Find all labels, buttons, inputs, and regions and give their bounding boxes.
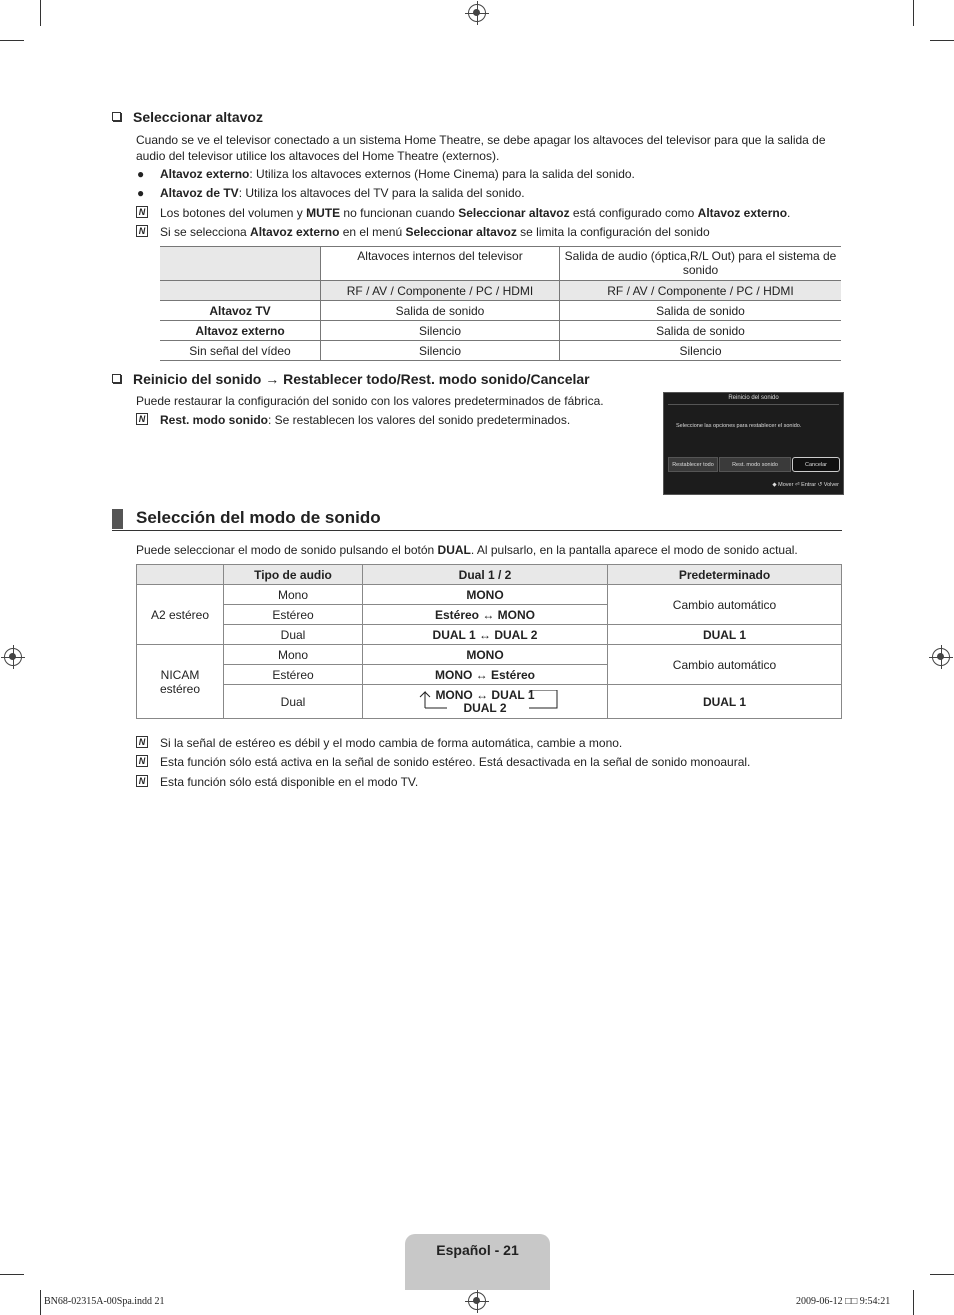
divider (668, 404, 839, 405)
note-text: está configurado como (569, 206, 698, 220)
table-cell: DUAL 1 (608, 625, 842, 645)
table-row-label: Altavoz externo (160, 321, 321, 341)
table-header: Tipo de audio (224, 565, 363, 585)
dialog-title: Reinicio del sonido (728, 395, 779, 401)
crop-mark (0, 40, 24, 41)
page-section-title: Selección del modo de sonido (136, 508, 381, 527)
tv-screen-reset-dialog (663, 392, 844, 495)
crop-mark (913, 0, 914, 26)
sound-mode-table (136, 564, 842, 719)
intro-text: Puede seleccionar el modo de sonido pulsando el botón (136, 543, 438, 557)
checkbox-icon (112, 112, 121, 121)
registration-mark-icon (932, 648, 950, 666)
table-header: Predeterminado (608, 565, 842, 585)
checkbox-icon (112, 374, 121, 383)
note-icon: N (136, 225, 148, 237)
note-icon: N (136, 775, 148, 787)
restablecer-todo-button[interactable]: Restablecer todo (668, 457, 718, 472)
note-icon: N (136, 755, 148, 767)
table-cell: DUAL 1 (608, 685, 842, 719)
bullet-item (137, 166, 635, 182)
cycle-line: DUAL 2 (463, 700, 507, 715)
table-cell: MONO (363, 585, 608, 605)
table-row-label: Sin señal del vídeo (160, 341, 321, 361)
dialog-message: Seleccione las opciones para restablecer el sonido. (676, 423, 802, 429)
note-icon: N (136, 413, 148, 425)
table-cell: Silencio (321, 321, 560, 341)
cycle-line: MONO ↔ DUAL 1 (435, 687, 535, 702)
table-cell: Silencio (321, 341, 560, 361)
rest-modo-sonido-button[interactable]: Rest. modo sonido (719, 457, 791, 472)
page-number: Español - 21 (436, 1242, 519, 1258)
note-bold: Altavoz externo (250, 225, 340, 239)
bullet-icon: ● (137, 186, 145, 200)
note-text: Los botones del volumen y (160, 206, 307, 220)
note-item (138, 735, 623, 751)
table-cell: Estéreo ↔ MONO (363, 605, 608, 625)
bullet-text: : Utiliza los altavoces del TV para la salida del sonido. (238, 186, 525, 200)
note-item (138, 205, 791, 221)
table-corner (160, 247, 321, 281)
table-header: Salida de audio (óptica,R/L Out) para el sistema de sonido (560, 247, 842, 281)
bullet-text: : Utiliza los altavoces externos (Home Cinema) para la salida del sonido. (249, 167, 635, 181)
intro-paragraph (136, 542, 798, 558)
crop-mark (930, 40, 954, 41)
note-text: se limita la configuración del sonido (516, 225, 710, 239)
table-row-label: A2 estéreo (137, 585, 224, 645)
footer-file: BN68-02315A-00Spa.indd 21 (44, 1296, 165, 1307)
table-corner (137, 565, 224, 585)
note-icon: N (136, 736, 148, 748)
heading-bar-icon (112, 509, 123, 529)
intro-paragraph: Puede restaurar la configuración del sonido con los valores predeterminados de fábrica. (136, 394, 604, 408)
table-cell: Mono (224, 645, 363, 665)
table-cell: Salida de sonido (560, 301, 842, 321)
table-cell-cycle (363, 685, 608, 719)
table-cell: Salida de sonido (560, 321, 842, 341)
note-text: : Se restablecen los valores del sonido predeterminados. (268, 413, 571, 427)
intro-paragraph: Cuando se ve el televisor conectado a un sistema Home Theatre, se debe apagar los altavoces del televisor para que la salida de audio del televisor utilice los altavoces del Home Theatre (externos). (136, 133, 826, 163)
note-bold: Seleccionar altavoz (458, 206, 570, 220)
bullet-icon: ● (137, 167, 145, 181)
registration-mark-icon (468, 4, 486, 22)
cancelar-button[interactable]: Cancelar (792, 457, 840, 472)
page-number-tab (405, 1234, 550, 1290)
note-text: Esta función sólo está activa en la señal de sonido estéreo. Está desactivada en la señal de sonido monoaural. (160, 755, 751, 769)
note-item (138, 224, 710, 240)
note-bold: Seleccionar altavoz (405, 225, 517, 239)
table-cell: Silencio (560, 341, 842, 361)
table-row-label (137, 645, 224, 719)
table-cell: MONO (363, 645, 608, 665)
bullet-item (137, 185, 525, 201)
note-text: Esta función sólo está disponible en el modo TV. (160, 775, 419, 789)
note-item (138, 774, 419, 790)
table-cell: Cambio automático (608, 585, 842, 625)
table-header: Altavoces internos del televisor (321, 247, 560, 281)
row-label-line: estéreo (159, 681, 201, 696)
note-text: Si la señal de estéreo es débil y el modo cambia de forma automática, cambie a mono. (160, 736, 623, 750)
table-cell: Salida de sonido (321, 301, 560, 321)
row-label-line: NICAM (160, 667, 200, 682)
table-cell: Mono (224, 585, 363, 605)
bullet-term: Altavoz externo (160, 167, 250, 181)
table-cell: Cambio automático (608, 645, 842, 685)
section-heading-reinicio-sonido (112, 371, 590, 387)
cycle-arrow-icon (417, 690, 559, 712)
section-heading-seleccionar-altavoz (112, 109, 263, 125)
note-item (138, 754, 751, 770)
crop-mark (0, 1274, 24, 1275)
note-text: en el menú (339, 225, 406, 239)
table-cell: MONO ↔ Estéreo (363, 665, 608, 685)
note-text: Si se selecciona (160, 225, 251, 239)
crop-mark (40, 1290, 41, 1315)
table-cell: Dual (224, 685, 363, 719)
note-text: no funcionan cuando (340, 206, 459, 220)
registration-mark-icon (468, 1292, 486, 1310)
intro-text: . Al pulsarlo, en la pantalla aparece el modo de sonido actual. (470, 543, 798, 557)
table-subheader: RF / AV / Componente / PC / HDMI (321, 281, 560, 301)
note-bold: Rest. modo sonido (160, 413, 268, 427)
note-item (138, 412, 571, 428)
crop-mark (930, 1274, 954, 1275)
section-title: Reinicio del sonido → Restablecer todo/Rest. modo sonido/Cancelar (133, 371, 590, 387)
footer-date: 2009-06-12 □□ 9:54:21 (796, 1296, 891, 1307)
divider (112, 530, 842, 531)
note-bold: MUTE (306, 206, 341, 220)
crop-mark (913, 1290, 914, 1315)
table-header: Dual 1 / 2 (363, 565, 608, 585)
bullet-term: Altavoz de TV (160, 186, 239, 200)
registration-mark-icon (4, 648, 22, 666)
table-cell: Estéreo (224, 665, 363, 685)
table-cell: Estéreo (224, 605, 363, 625)
note-icon: N (136, 206, 148, 218)
table-cell (160, 281, 321, 301)
table-cell: Dual (224, 625, 363, 645)
nav-hint: ◆ Mover ⏎ Entrar ↺ Volver (772, 482, 839, 488)
crop-mark (40, 0, 41, 26)
table-subheader: RF / AV / Componente / PC / HDMI (560, 281, 842, 301)
intro-bold: DUAL (437, 543, 471, 557)
table-cell: DUAL 1 ↔ DUAL 2 (363, 625, 608, 645)
note-text: . (787, 206, 791, 220)
note-bold: Altavoz externo (697, 206, 788, 220)
section-title: Seleccionar altavoz (133, 109, 263, 125)
speaker-table (160, 246, 841, 361)
table-row-label: Altavoz TV (160, 301, 321, 321)
